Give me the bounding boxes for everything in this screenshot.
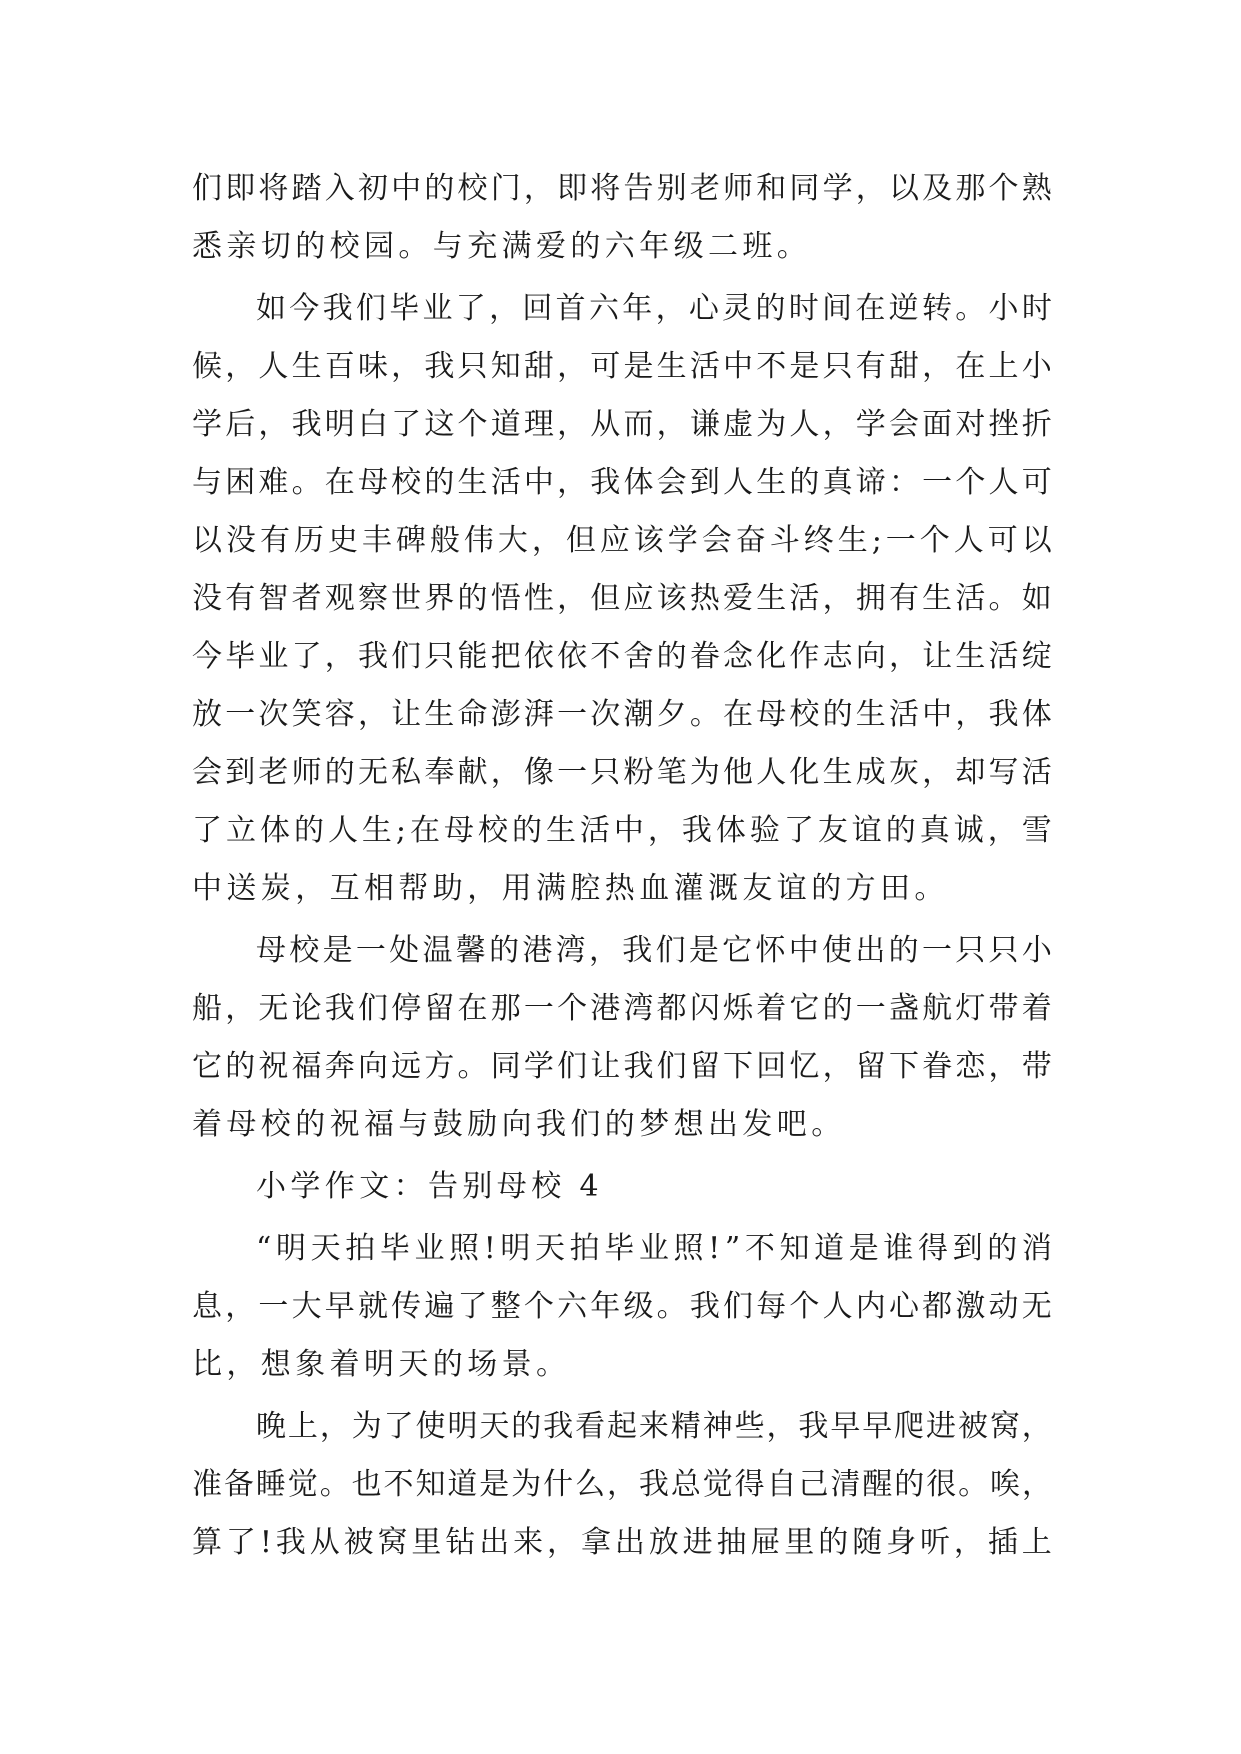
text-line: 没 有 智 者 观 察 世 界 的 悟 性 ， 但 应 该 热 爱 生 活 ， 拥 有 生 活 。 如 — [192, 581, 1052, 616]
text-line: 晚 上 ， 为 了 使 明 天 的 我 看 起 来 精 神 些 ， 我 早 早 爬 进 被 窝 ， — [256, 1409, 1052, 1444]
text-line: 们 即 将 踏 入 初 中 的 校 门 ， 即 将 告 别 老 师 和 同 学 ， 以 及 那 个 熟 — [192, 171, 1052, 206]
paragraph — [192, 922, 1052, 1154]
section-heading — [192, 1158, 1052, 1216]
text-line: “ 明 天 拍 毕 业 照 ! 明 天 拍 毕 业 照 ! ” 不 知 道 是 谁 得 到 的 消 — [256, 1231, 1052, 1266]
text-line: 以 没 有 历 史 丰 碑 般 伟 大 ， 但 应 该 学 会 奋 斗 终 生 ; 一 个 人 可 以 — [192, 523, 1052, 558]
text-line: 学 后 ， 我 明 白 了 这 个 道 理 ， 从 而 ， 谦 虚 为 人 ， 学 会 面 对 挫 折 — [192, 407, 1052, 442]
paragraph — [192, 1398, 1052, 1572]
text-line: 放 一 次 笑 容 ， 让 生 命 澎 湃 一 次 潮 夕 。 在 母 校 的 生 活 中 ， 我 体 — [192, 697, 1052, 732]
text-line: 着母校的祝福与鼓励向我们的梦想出发吧。 — [192, 1107, 846, 1142]
heading-line: 小学作文：告别母校 4 — [256, 1169, 604, 1204]
text-line: 悉亲切的校园。与充满爱的六年级二班。 — [192, 229, 812, 264]
text-line: 中送炭，互相帮助，用满腔热血灌溉友谊的方田。 — [192, 871, 949, 906]
text-line: 算 了 ! 我 从 被 窝 里 钻 出 来 ， 拿 出 放 进 抽 屉 里 的 随 身 听 ， 插 上 — [192, 1525, 1052, 1560]
document-body — [192, 160, 1052, 1572]
text-line: 了 立 体 的 人 生 ; 在 母 校 的 生 活 中 ， 我 体 验 了 友 谊 的 真 诚 ， 雪 — [192, 813, 1052, 848]
text-line: 它 的 祝 福 奔 向 远 方 。 同 学 们 让 我 们 留 下 回 忆 ， 留 下 眷 恋 ， 带 — [192, 1049, 1052, 1084]
text-line: 如 今 我 们 毕 业 了 ， 回 首 六 年 ， 心 灵 的 时 间 在 逆 转 。 小 时 — [256, 291, 1052, 326]
text-line: 船 ， 无 论 我 们 停 留 在 那 一 个 港 湾 都 闪 烁 着 它 的 一 盏 航 灯 带 着 — [192, 991, 1052, 1026]
text-line: 候 ， 人 生 百 味 ， 我 只 知 甜 ， 可 是 生 活 中 不 是 只 有 甜 ， 在 上 小 — [192, 349, 1052, 384]
text-line: 比，想象着明天的场景。 — [192, 1347, 571, 1382]
text-line: 与 困 难 。 在 母 校 的 生 活 中 ， 我 体 会 到 人 生 的 真 谛 ： 一 个 人 可 — [192, 465, 1052, 500]
text-line: 准 备 睡 觉 。 也 不 知 道 是 为 什 么 ， 我 总 觉 得 自 己 清 醒 的 很 。 唉 ， — [192, 1467, 1052, 1502]
paragraph — [192, 160, 1052, 276]
text-line: 母 校 是 一 处 温 馨 的 港 湾 ， 我 们 是 它 怀 中 使 出 的 一 只 只 小 — [256, 933, 1052, 968]
text-line: 息 ， 一 大 早 就 传 遍 了 整 个 六 年 级 。 我 们 每 个 人 内 心 都 激 动 无 — [192, 1289, 1052, 1324]
text-line: 今 毕 业 了 ， 我 们 只 能 把 依 依 不 舍 的 眷 念 化 作 志 向 ， 让 生 活 绽 — [192, 639, 1052, 674]
paragraph — [192, 280, 1052, 918]
text-line: 会 到 老 师 的 无 私 奉 献 ， 像 一 只 粉 笔 为 他 人 化 生 成 灰 ， 却 写 活 — [192, 755, 1052, 790]
paragraph — [192, 1220, 1052, 1394]
